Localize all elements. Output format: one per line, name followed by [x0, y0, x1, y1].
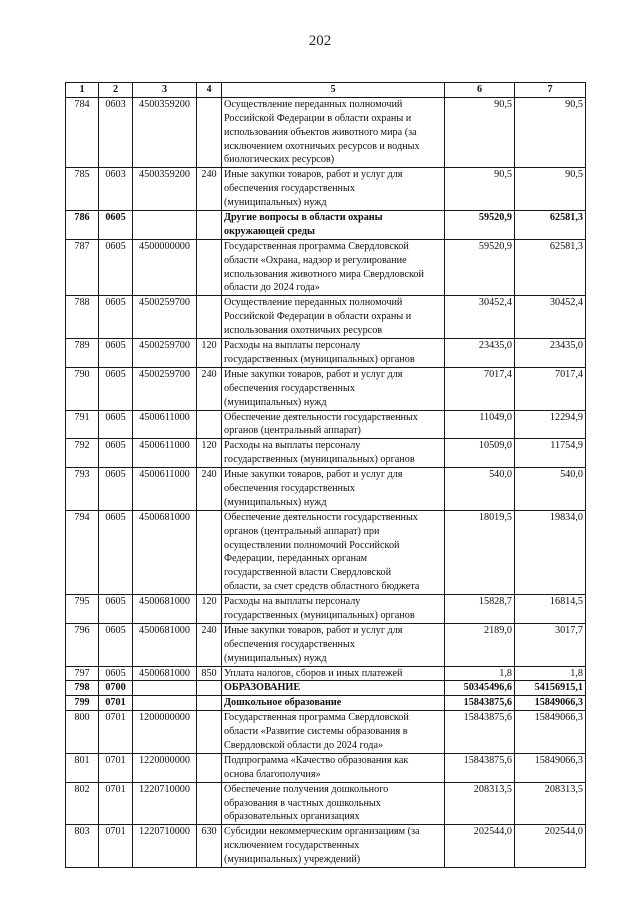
item-name-line: образовательных организациях — [224, 811, 360, 823]
table-row — [66, 211, 586, 240]
table-row — [66, 468, 586, 511]
section-code: 0605 — [99, 666, 133, 681]
target-article-code — [133, 696, 197, 711]
expense-type-code — [197, 711, 222, 754]
expense-type-code — [197, 239, 222, 296]
item-name-line: государственной власти Свердловской — [224, 567, 392, 579]
row-number: 794 — [66, 510, 99, 594]
header-col-5: 5 — [222, 83, 445, 98]
item-name-line: (муниципальных) учреждений) — [224, 854, 361, 866]
expense-type-code — [197, 510, 222, 594]
item-name-line: Обеспечение деятельности государственных — [224, 511, 418, 523]
header-col-4: 4 — [197, 83, 222, 98]
row-number: 791 — [66, 410, 99, 439]
section-code: 0605 — [99, 595, 133, 624]
item-name-line: Обеспечение получения дошкольного — [224, 783, 389, 795]
target-article-code: 4500611000 — [133, 468, 197, 511]
item-name — [222, 468, 445, 511]
amount-col-7: 540,0 — [515, 468, 586, 511]
row-number: 801 — [66, 753, 99, 782]
expense-type-code — [197, 211, 222, 240]
expense-type-code: 630 — [197, 825, 222, 868]
item-name-line: Обеспечение деятельности государственных — [224, 411, 418, 423]
table-row — [66, 168, 586, 211]
item-name — [222, 696, 445, 711]
amount-col-7: 90,5 — [515, 97, 586, 167]
amount-col-6: 1,8 — [445, 666, 515, 681]
expense-type-code — [197, 410, 222, 439]
item-name-line: обеспечения государственных — [224, 638, 355, 650]
section-code: 0700 — [99, 681, 133, 696]
row-number: 787 — [66, 239, 99, 296]
section-code: 0605 — [99, 410, 133, 439]
item-name-line: (муниципальных) нужд — [224, 197, 327, 209]
item-name-line: Иные закупки товаров, работ и услуг для — [224, 624, 403, 636]
amount-col-6: 90,5 — [445, 97, 515, 167]
amount-col-6: 59520,9 — [445, 211, 515, 240]
amount-col-6: 18019,5 — [445, 510, 515, 594]
amount-col-7: 23435,0 — [515, 339, 586, 368]
row-number: 792 — [66, 439, 99, 468]
item-name-line: основа благополучия» — [224, 768, 321, 780]
header-col-7: 7 — [515, 83, 586, 98]
item-name — [222, 782, 445, 825]
section-code: 0605 — [99, 239, 133, 296]
amount-col-6: 59520,9 — [445, 239, 515, 296]
section-code: 0701 — [99, 711, 133, 754]
amount-col-7: 16814,5 — [515, 595, 586, 624]
expense-type-code: 240 — [197, 468, 222, 511]
item-name — [222, 97, 445, 167]
item-name-line: Осуществление переданных полномочий — [224, 297, 403, 309]
table-row — [66, 510, 586, 594]
target-article-code: 4500000000 — [133, 239, 197, 296]
item-name-line: Расходы на выплаты персоналу — [224, 596, 361, 608]
amount-col-7: 19834,0 — [515, 510, 586, 594]
target-article-code: 1200000000 — [133, 711, 197, 754]
row-number: 793 — [66, 468, 99, 511]
section-code: 0701 — [99, 782, 133, 825]
table-row — [66, 339, 586, 368]
target-article-code — [133, 681, 197, 696]
amount-col-7: 3017,7 — [515, 623, 586, 666]
item-name-line: органов (центральный аппарат) при — [224, 525, 380, 537]
expense-type-code: 240 — [197, 168, 222, 211]
item-name — [222, 681, 445, 696]
item-name-line: исключением государственных — [224, 840, 360, 852]
amount-col-7: 90,5 — [515, 168, 586, 211]
amount-col-6: 15828,7 — [445, 595, 515, 624]
target-article-code — [133, 211, 197, 240]
item-name-line: Субсидии некоммерческим организациям (за — [224, 826, 420, 838]
row-number: 788 — [66, 296, 99, 339]
amount-col-6: 11049,0 — [445, 410, 515, 439]
page-number: 202 — [308, 33, 332, 49]
table-row — [66, 711, 586, 754]
section-code: 0605 — [99, 439, 133, 468]
amount-col-6: 10509,0 — [445, 439, 515, 468]
section-code: 0701 — [99, 825, 133, 868]
table-row — [66, 782, 586, 825]
item-name-line: обеспечения государственных — [224, 382, 355, 394]
item-name — [222, 666, 445, 681]
section-code: 0605 — [99, 510, 133, 594]
item-name — [222, 595, 445, 624]
header-col-6: 6 — [445, 83, 515, 98]
item-name — [222, 439, 445, 468]
item-name-line: государственных (муниципальных) органов — [224, 609, 415, 621]
item-name-line: Иные закупки товаров, работ и услуг для — [224, 469, 403, 481]
item-name-line: использования объектов животного мира (за — [224, 126, 417, 138]
item-name-line: использования охотничьих ресурсов — [224, 325, 383, 337]
table-row — [66, 367, 586, 410]
header-col-3: 3 — [133, 83, 197, 98]
amount-col-7: 30452,4 — [515, 296, 586, 339]
item-name-line: Подпрограмма «Качество образования как — [224, 754, 409, 766]
table-row — [66, 753, 586, 782]
row-number: 790 — [66, 367, 99, 410]
item-name-line: области, за счет средств областного бюджета — [224, 581, 420, 593]
table-body — [66, 97, 586, 867]
section-code: 0701 — [99, 696, 133, 711]
item-name-line: обеспечения государственных — [224, 183, 355, 195]
target-article-code: 4500611000 — [133, 410, 197, 439]
section-code: 0605 — [99, 296, 133, 339]
table-row — [66, 410, 586, 439]
expense-type-code — [197, 97, 222, 167]
row-number: 786 — [66, 211, 99, 240]
expense-type-code — [197, 296, 222, 339]
item-name-line: Дошкольное образование — [224, 697, 342, 709]
amount-col-7: 1,8 — [515, 666, 586, 681]
item-name — [222, 239, 445, 296]
amount-col-7: 11754,9 — [515, 439, 586, 468]
target-article-code: 1220710000 — [133, 825, 197, 868]
section-code: 0605 — [99, 468, 133, 511]
item-name — [222, 510, 445, 594]
table-row — [66, 239, 586, 296]
row-number: 802 — [66, 782, 99, 825]
item-name-line: (муниципальных) нужд — [224, 396, 327, 408]
expense-type-code: 120 — [197, 339, 222, 368]
amount-col-6: 50345496,6 — [445, 681, 515, 696]
expense-type-code: 120 — [197, 439, 222, 468]
amount-col-7: 62581,3 — [515, 239, 586, 296]
item-name-line: Расходы на выплаты персоналу — [224, 440, 361, 452]
item-name-line: органов (центральный аппарат) — [224, 425, 361, 437]
amount-col-6: 540,0 — [445, 468, 515, 511]
amount-col-7: 15849066,3 — [515, 711, 586, 754]
item-name-line: Уплата налогов, сборов и иных платежей — [224, 667, 403, 679]
header-row — [66, 83, 586, 98]
row-number: 784 — [66, 97, 99, 167]
target-article-code: 4500359200 — [133, 97, 197, 167]
target-article-code: 4500359200 — [133, 168, 197, 211]
row-number: 803 — [66, 825, 99, 868]
target-article-code: 4500259700 — [133, 367, 197, 410]
amount-col-6: 15843875,6 — [445, 753, 515, 782]
row-number: 799 — [66, 696, 99, 711]
item-name — [222, 339, 445, 368]
table-row — [66, 825, 586, 868]
item-name — [222, 825, 445, 868]
item-name-line: (муниципальных) нужд — [224, 652, 327, 664]
row-number: 796 — [66, 623, 99, 666]
item-name-line: биологических ресурсов) — [224, 154, 335, 166]
item-name-line: Иные закупки товаров, работ и услуг для — [224, 368, 403, 380]
section-code: 0603 — [99, 97, 133, 167]
item-name-line: (муниципальных) нужд — [224, 496, 327, 508]
target-article-code: 1220000000 — [133, 753, 197, 782]
item-name-line: области «Охрана, надзор и регулирование — [224, 254, 407, 266]
amount-col-6: 202544,0 — [445, 825, 515, 868]
table-row — [66, 439, 586, 468]
item-name-line: государственных (муниципальных) органов — [224, 353, 415, 365]
expense-type-code — [197, 681, 222, 696]
target-article-code: 4500611000 — [133, 439, 197, 468]
item-name-line: образования в частных дошкольных — [224, 797, 381, 809]
item-name — [222, 711, 445, 754]
item-name-line: Государственная программа Свердловской — [224, 712, 409, 724]
item-name-line: Другие вопросы в области охраны — [224, 212, 383, 224]
amount-col-6: 15843875,6 — [445, 696, 515, 711]
item-name — [222, 168, 445, 211]
target-article-code: 4500259700 — [133, 339, 197, 368]
item-name-line: использования животного мира Свердловской — [224, 268, 424, 280]
target-article-code: 1220710000 — [133, 782, 197, 825]
target-article-code: 4500681000 — [133, 623, 197, 666]
item-name-line: государственных (муниципальных) органов — [224, 454, 415, 466]
expense-type-code — [197, 753, 222, 782]
item-name-line: Расходы на выплаты персоналу — [224, 340, 361, 352]
table-row — [66, 681, 586, 696]
row-number: 800 — [66, 711, 99, 754]
item-name-line: исключением охотничьих ресурсов и водных — [224, 140, 420, 152]
budget-table — [65, 82, 586, 868]
item-name — [222, 296, 445, 339]
table-row — [66, 666, 586, 681]
item-name — [222, 753, 445, 782]
target-article-code: 4500681000 — [133, 510, 197, 594]
item-name-line: Иные закупки товаров, работ и услуг для — [224, 169, 403, 181]
item-name-line: области «Развитие системы образования в — [224, 726, 408, 738]
item-name-line: Государственная программа Свердловской — [224, 240, 409, 252]
section-code: 0605 — [99, 367, 133, 410]
item-name-line: обеспечения государственных — [224, 482, 355, 494]
table-row — [66, 595, 586, 624]
item-name-line: осуществлении полномочий Российской — [224, 539, 400, 551]
table-row — [66, 623, 586, 666]
row-number: 798 — [66, 681, 99, 696]
amount-col-7: 202544,0 — [515, 825, 586, 868]
section-code: 0605 — [99, 211, 133, 240]
header-col-1: 1 — [66, 83, 99, 98]
amount-col-6: 90,5 — [445, 168, 515, 211]
item-name-line: Российской Федерации в области охраны и — [224, 112, 412, 124]
row-number: 797 — [66, 666, 99, 681]
target-article-code: 4500259700 — [133, 296, 197, 339]
expense-type-code — [197, 782, 222, 825]
expense-type-code: 240 — [197, 623, 222, 666]
amount-col-7: 15849066,3 — [515, 753, 586, 782]
amount-col-7: 62581,3 — [515, 211, 586, 240]
item-name-line: окружающей среды — [224, 225, 315, 237]
item-name — [222, 211, 445, 240]
expense-type-code: 850 — [197, 666, 222, 681]
amount-col-6: 23435,0 — [445, 339, 515, 368]
target-article-code: 4500681000 — [133, 595, 197, 624]
section-code: 0605 — [99, 623, 133, 666]
amount-col-6: 2189,0 — [445, 623, 515, 666]
expense-type-code — [197, 696, 222, 711]
expense-type-code: 240 — [197, 367, 222, 410]
amount-col-7: 54156915,1 — [515, 681, 586, 696]
amount-col-6: 15843875,6 — [445, 711, 515, 754]
amount-col-6: 7017,4 — [445, 367, 515, 410]
item-name-line: области до 2024 года» — [224, 282, 320, 294]
row-number: 795 — [66, 595, 99, 624]
amount-col-7: 208313,5 — [515, 782, 586, 825]
table-row — [66, 296, 586, 339]
item-name — [222, 623, 445, 666]
section-code: 0701 — [99, 753, 133, 782]
item-name-line: ОБРАЗОВАНИЕ — [224, 682, 301, 694]
section-code: 0603 — [99, 168, 133, 211]
item-name-line: Российской Федерации в области охраны и — [224, 311, 412, 323]
item-name — [222, 367, 445, 410]
item-name-line: Осуществление переданных полномочий — [224, 98, 403, 110]
row-number: 789 — [66, 339, 99, 368]
item-name-line: Свердловской области до 2024 года» — [224, 740, 384, 752]
table-row — [66, 696, 586, 711]
amount-col-6: 208313,5 — [445, 782, 515, 825]
expense-type-code: 120 — [197, 595, 222, 624]
row-number: 785 — [66, 168, 99, 211]
item-name-line: Федерации, переданных органам — [224, 553, 368, 565]
amount-col-7: 12294,9 — [515, 410, 586, 439]
amount-col-7: 7017,4 — [515, 367, 586, 410]
item-name — [222, 410, 445, 439]
amount-col-7: 15849066,3 — [515, 696, 586, 711]
amount-col-6: 30452,4 — [445, 296, 515, 339]
target-article-code: 4500681000 — [133, 666, 197, 681]
table-row — [66, 97, 586, 167]
header-col-2: 2 — [99, 83, 133, 98]
section-code: 0605 — [99, 339, 133, 368]
